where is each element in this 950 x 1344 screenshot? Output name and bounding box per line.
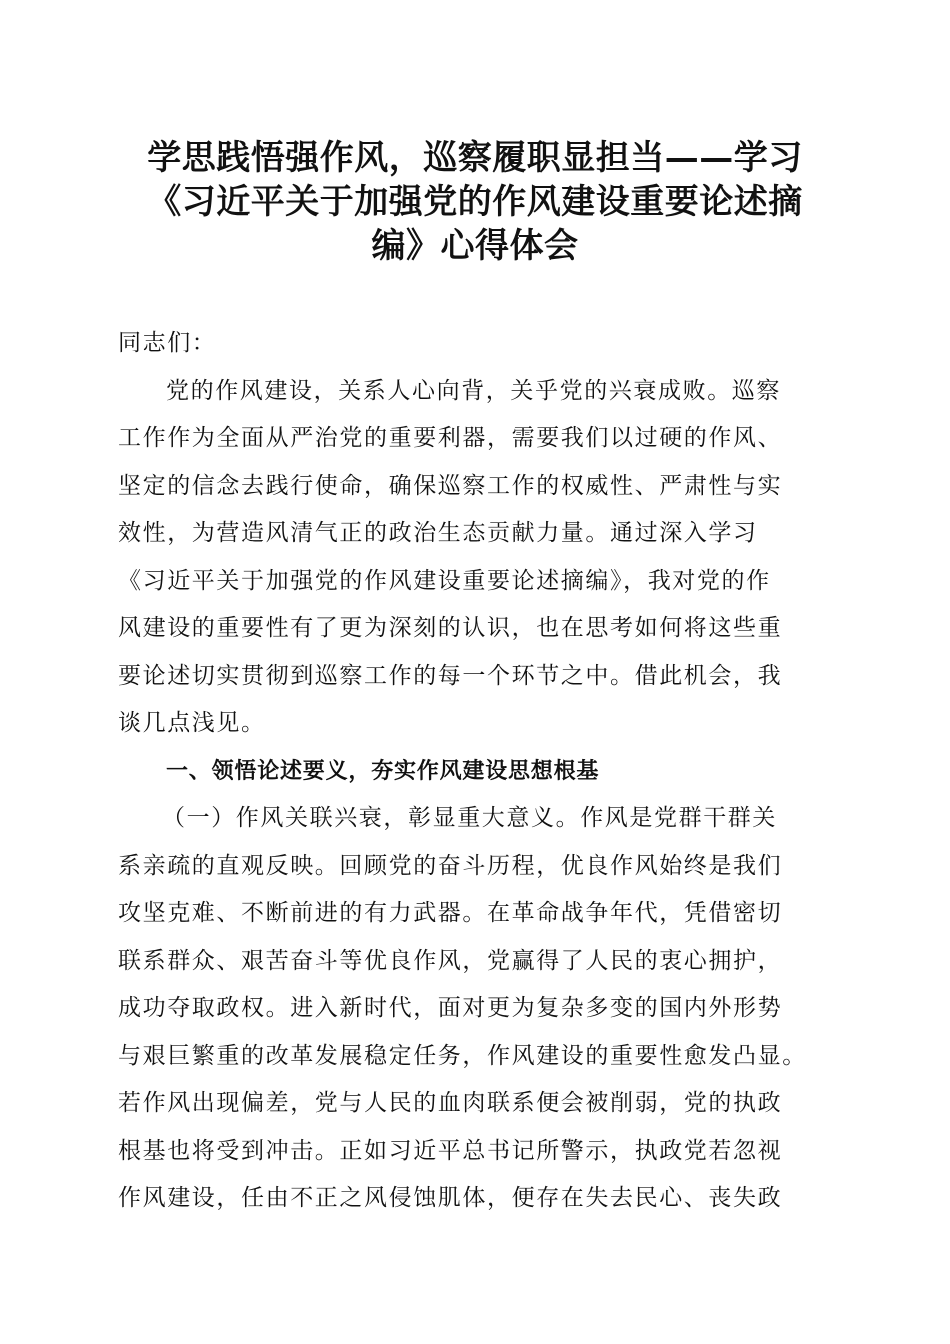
section-1-1-line-4: 联系群众、艰苦奋斗等优良作风，党赢得了人民的衷心拥护，: [118, 947, 783, 974]
intro-line-6: 风建设的重要性有了更为深刻的认识，也在思考如何将这些重: [118, 615, 783, 641]
section-1-1-line-2: 系亲疏的直观反映。回顾党的奋斗历程，优良作风始终是我们: [118, 852, 783, 879]
title-line-1: 学思践悟强作风，巡察履职显担当——学习: [147, 138, 803, 178]
intro-line-4: 效性，为营造风清气正的政治生态贡献力量。通过深入学习: [118, 520, 758, 546]
section-1-1-line-1: （一）作风关联兴衰，彰显重大意义。作风是党群干群关: [162, 805, 777, 831]
section-1-heading: 一、领悟论述要义，夯实作风建设思想根基: [166, 758, 600, 784]
section-1-1-line-9: 作风建设，任由不正之风侵蚀肌体，便存在失去民心、丧失政: [118, 1185, 783, 1211]
intro-line-8: 谈几点浅见。: [118, 710, 266, 736]
intro-line-1: 党的作风建设，关系人心向背，关乎党的兴衰成败。巡察: [166, 377, 781, 404]
section-1-1-line-8: 根基也将受到冲击。正如习近平总书记所警示，执政党若忽视: [118, 1137, 783, 1164]
document-body: [118, 320, 834, 1223]
section-1-1-line-5: 成功夺取政权。进入新时代，面对更为复杂多变的国内外形势: [118, 995, 783, 1021]
intro-line-2: 工作作为全面从严治党的重要利器，需要我们以过硬的作风、: [118, 425, 783, 451]
document-title: [118, 136, 832, 268]
salutation: 同志们：: [118, 330, 217, 356]
intro-line-5: 《习近平关于加强党的作风建设重要论述摘编》，我对党的作: [118, 567, 771, 594]
intro-line-7: 要论述切实贯彻到巡察工作的每一个环节之中。借此机会，我: [118, 662, 783, 689]
section-1-1-line-3: 攻坚克难、不断前进的有力武器。在革命战争年代，凭借密切: [118, 900, 783, 926]
section-1-1-line-7: 若作风出现偏差，党与人民的血肉联系便会被削弱，党的执政: [118, 1090, 783, 1116]
title-line-3: 编》心得体会: [371, 226, 579, 266]
section-1-1-line-6: 与艰巨繁重的改革发展稳定任务，作风建设的重要性愈发凸显。: [118, 1042, 807, 1069]
intro-line-3: 坚定的信念去践行使命，确保巡察工作的权威性、严肃性与实: [118, 472, 783, 499]
title-line-2: 《习近平关于加强党的作风建设重要论述摘: [147, 182, 803, 222]
